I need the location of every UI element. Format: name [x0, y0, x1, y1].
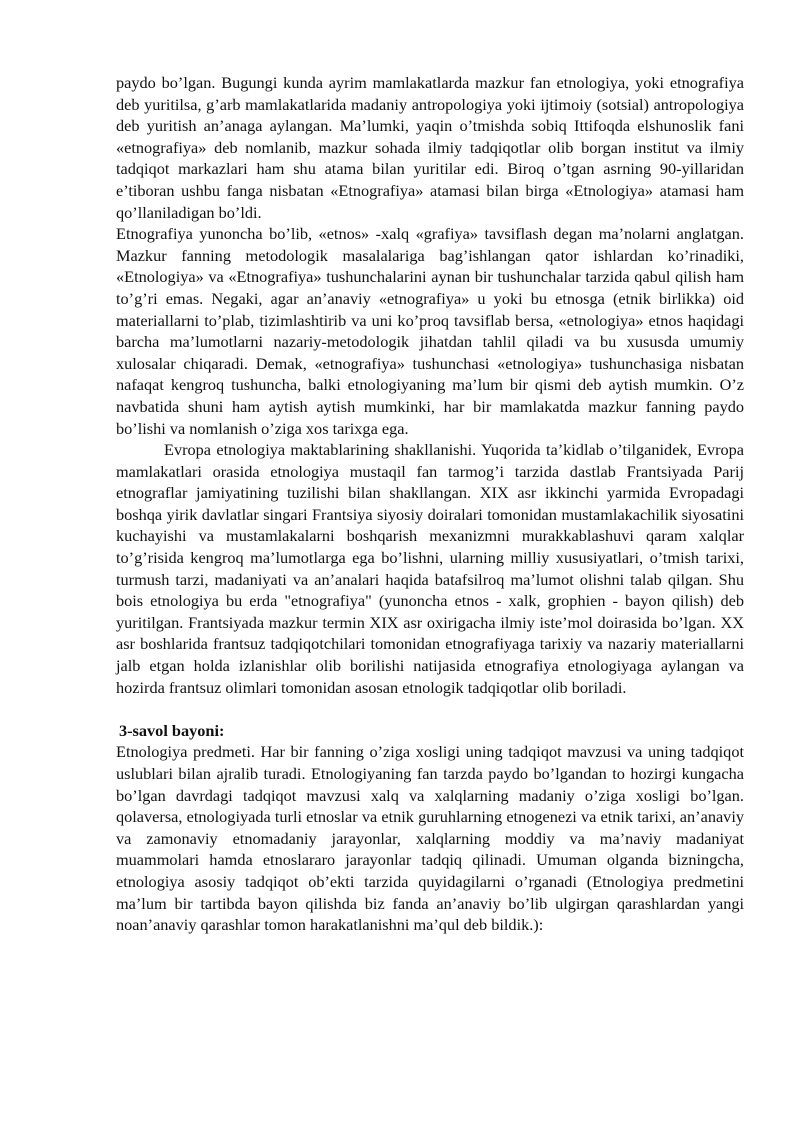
body-paragraph: Etnologiya predmeti. Har bir fanning o’ziga xosligi uning tadqiqot mavzusi va uning tadqiqot uslublari bilan ajralib turadi. Etnologiyaning fan tarzda paydo bo’lgandan to hozirgi kungacha bo’lgan davrdagi tadqiqot mavzusi xalq va xalqlarning madaniy o’ziga xosligi bo’lgan. qolaversa, etnologiyada turli etnoslar va etnik guruhlarning etnogenezi va etnik tarixi, an’anaviy va zamonaviy etnomadaniy jarayonlar, xalqlarning moddiy va ma’naviy madaniyat muammolari hamda etnoslararo jarayonlar tadqiq qilinadi. Umuman olganda bizningcha, etnologiya asosiy tadqiqot ob’ekti tarzida quyidagilarni o’rganadi (Etnologiya predmetini ma’lum bir tartibda bayon qilishda biz fanda an’anaviy bo’lib ulgirgan qarashlardan yangi noan’anaviy qarashlar tomon harakatlanishni ma’qul deb bildik.): — [116, 742, 744, 935]
body-paragraph: Evropa etnologiya maktablarining shakllanishi. Yuqorida ta’kidlab o’tilganidek, Evropa mamlakatlari orasida etnologiya mustaqil fan tarmog’i tarzida dastlab Frantsiyada Parij etnograflar jamiyatining tuzilishi bilan shakllangan. XIX asr ikkinchi yarmida Evropadagi boshqa yirik davlatlar singari Frantsiya siyosiy doiralari tomonidan mustamlakachilik siyosatini kuchayishi va mustamlakalarni boshqarish mexanizmni murakkablashuvi qaram xalqlar to’g’risida kengroq ma’lumotlarga ega bo’lishni, ularning milliy xususiyatlari, o’tmish tarixi, turmush tarzi, madaniyati va an’analari haqida batafsilroq ma’lumot olishni talab qilgan. Shu bois etnologiya bu erda "etnografiya" (yunoncha etnos - xalk, grophien - bayon qilish) deb yuritilgan. Frantsiyada mazkur termin XIX asr oxirigacha ilmiy iste’mol doirasida bo’lgan. XX asr boshlarida frantsuz tadqiqotchilari tomonidan etnografiyaga tarixiy va nazariy materiallarni jalb etgan holda izlanishlar olib borilishi natijasida etnografiya etnologiyaga aylangan va hozirda frantsuz olimlari tomonidan asosan etnologik tadqiqotlar olib boriladi. — [116, 440, 744, 697]
section-heading: 3-savol bayoni: — [119, 720, 225, 740]
document-page — [116, 72, 744, 936]
body-paragraph: paydo bo’lgan. Bugungi kunda ayrim mamlakatlarda mazkur fan etnologiya, yoki etnografiya deb yuritilsa, g’arb mamlakatlarida madaniy antropologiya yoki ijtimoiy (sotsial) antropologiya deb yuritish an’anaga aylangan. Ma’lumki, yaqin o’tmishda sobiq Ittifoqda elshunoslik fani «etnografiya» deb nomlanib, mazkur sohada ilmiy tadqiqotlar olib borgan institut va ilmiy tadqiqot markazlari ham shu atama bilan yuritilar edi. Biroq o’tgan asrning 90-yillaridan e’tiboran ushbu fanga nisbatan «Etnografiya» atamasi bilan birga «Etnologiya» atamasi ham qo’llaniladigan bo’ldi. — [116, 73, 744, 222]
body-paragraph: Etnografiya yunoncha bo’lib, «etnos» -xalq «grafiya» tavsiflash degan ma’nolarni anglatgan. Mazkur fanning metodologik masalalariga bag’ishlangan qator ishlardan ko’rinadiki, «Etnologiya» va «Etnografiya» tushunchalarini aynan bir tushunchalar tarzida qabul qilish ham to’g’ri emas. Negaki, agar an’anaviy «etnografiya» u yoki bu etnosga (etnik birlikka) oid materiallarni to’plab, tizimlashtirib va uni ko’proq tavsiflab bersa, «etnologiya» etnos haqidagi barcha ma’lumotlarni nazariy-metodologik jihatdan tahlil qiladi va bu xususda umumiy xulosalar chiqaradi. Demak, «etnografiya» tushunchasi «etnologiya» tushunchasiga nisbatan nafaqat kengroq tushuncha, balki etnologiyaning ma’lum bir qismi deb aytish mumkin. O’z navbatida shuni ham aytish aytish mumkinki, har bir mamlakatda mazkur fanning paydo bo’lishi va nomlanish o’ziga xos tarixga ega. — [116, 224, 744, 438]
